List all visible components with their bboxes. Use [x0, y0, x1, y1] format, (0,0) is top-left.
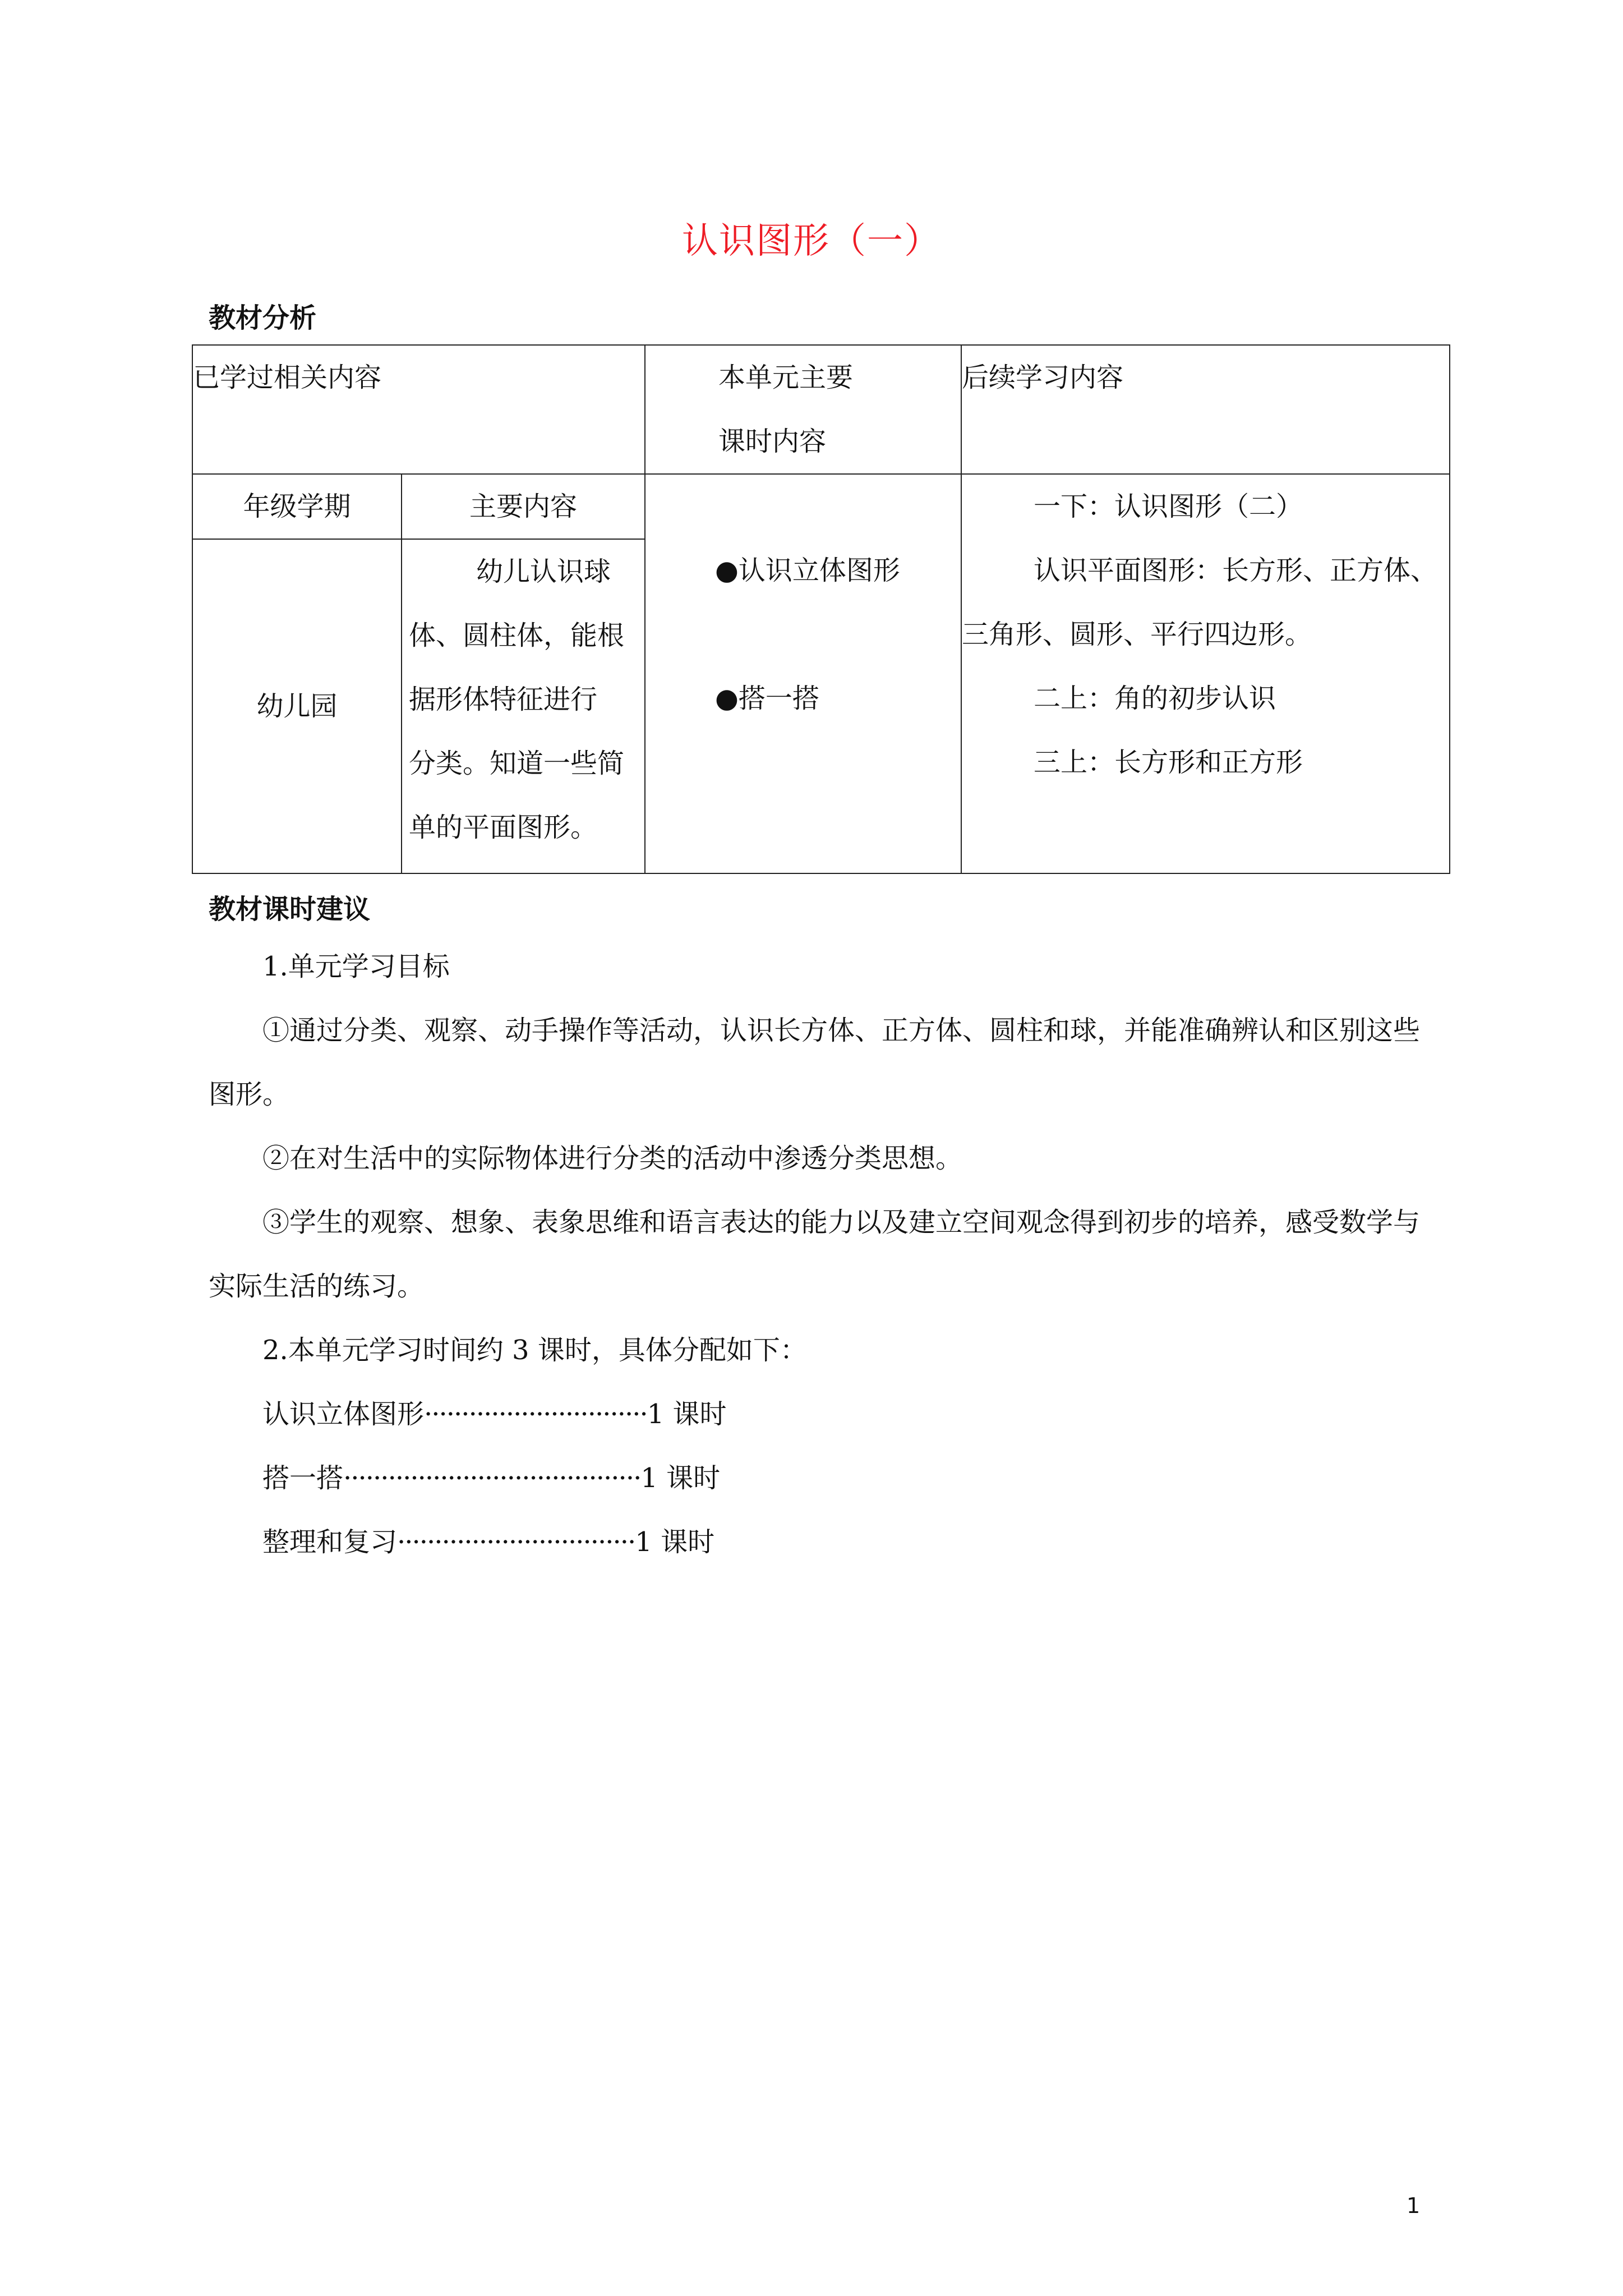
- goal-item: ②在对生活中的实际物体进行分类的活动中渗透分类思想。: [262, 1143, 963, 1174]
- goals-section: [209, 935, 1420, 1574]
- table-header-row: [192, 345, 1450, 474]
- unit-item: ●认识立体图形: [715, 555, 900, 586]
- followup-line: 认识平面图形：长方形、正方体、: [1034, 555, 1438, 586]
- table-grade-cell: 幼儿园: [192, 539, 402, 873]
- goal-item: ③学生的观察、想象、表象思维和语言表达的能力以及建立空间观念得到初步的培养，感受数学与实际生活的练习。: [209, 1207, 1421, 1302]
- schedule-heading: 2.本单元学习时间约 3 课时，具体分配如下：: [262, 1335, 807, 1366]
- content-line: 幼儿认识球: [476, 556, 611, 587]
- table-subheader-row: [192, 474, 1450, 539]
- content-line: 单的平面图形。: [409, 812, 598, 843]
- schedule-item: 搭一搭········································1 课时: [262, 1462, 721, 1494]
- followup-line: 一下：认识图形（二）: [1034, 491, 1303, 522]
- section-heading-analysis: 教材分析: [209, 302, 317, 334]
- page-number: 1: [1407, 2193, 1421, 2218]
- table-col-grade: 年级学期: [192, 474, 402, 539]
- unit-item: ●搭一搭: [715, 683, 819, 714]
- table-followup-cell: [961, 474, 1450, 873]
- schedule-item: 整理和复习································1 课时: [262, 1526, 715, 1558]
- table-header-followup: 后续学习内容: [961, 345, 1450, 474]
- analysis-table: [192, 344, 1450, 874]
- goals-heading: 1.单元学习目标: [262, 951, 450, 982]
- table-header-prior: 已学过相关内容: [192, 345, 645, 474]
- table-content-cell: [402, 539, 645, 873]
- content-line: 分类。知道一些简: [409, 748, 625, 779]
- followup-line: 三上：长方形和正方形: [1034, 747, 1303, 778]
- page-title: 认识图形（一）: [682, 220, 941, 262]
- followup-line: 二上：角的初步认识: [1034, 683, 1276, 714]
- table-unit-cell: [645, 474, 961, 873]
- schedule-item: 认识立体图形······························1 课时: [262, 1398, 727, 1430]
- table-header-unit: 本单元主要 课时内容: [645, 345, 961, 474]
- table-col-content: 主要内容: [402, 474, 645, 539]
- goal-item: ①通过分类、观察、动手操作等活动，认识长方体、正方体、圆柱和球，并能准确辨认和区别这些图形。: [209, 1015, 1421, 1110]
- followup-line: 三角形、圆形、平行四边形。: [962, 619, 1312, 650]
- content-line: 据形体特征进行: [409, 684, 598, 715]
- section-heading-suggestions: 教材课时建议: [209, 894, 371, 925]
- content-line: 体、圆柱体，能根: [409, 620, 625, 651]
